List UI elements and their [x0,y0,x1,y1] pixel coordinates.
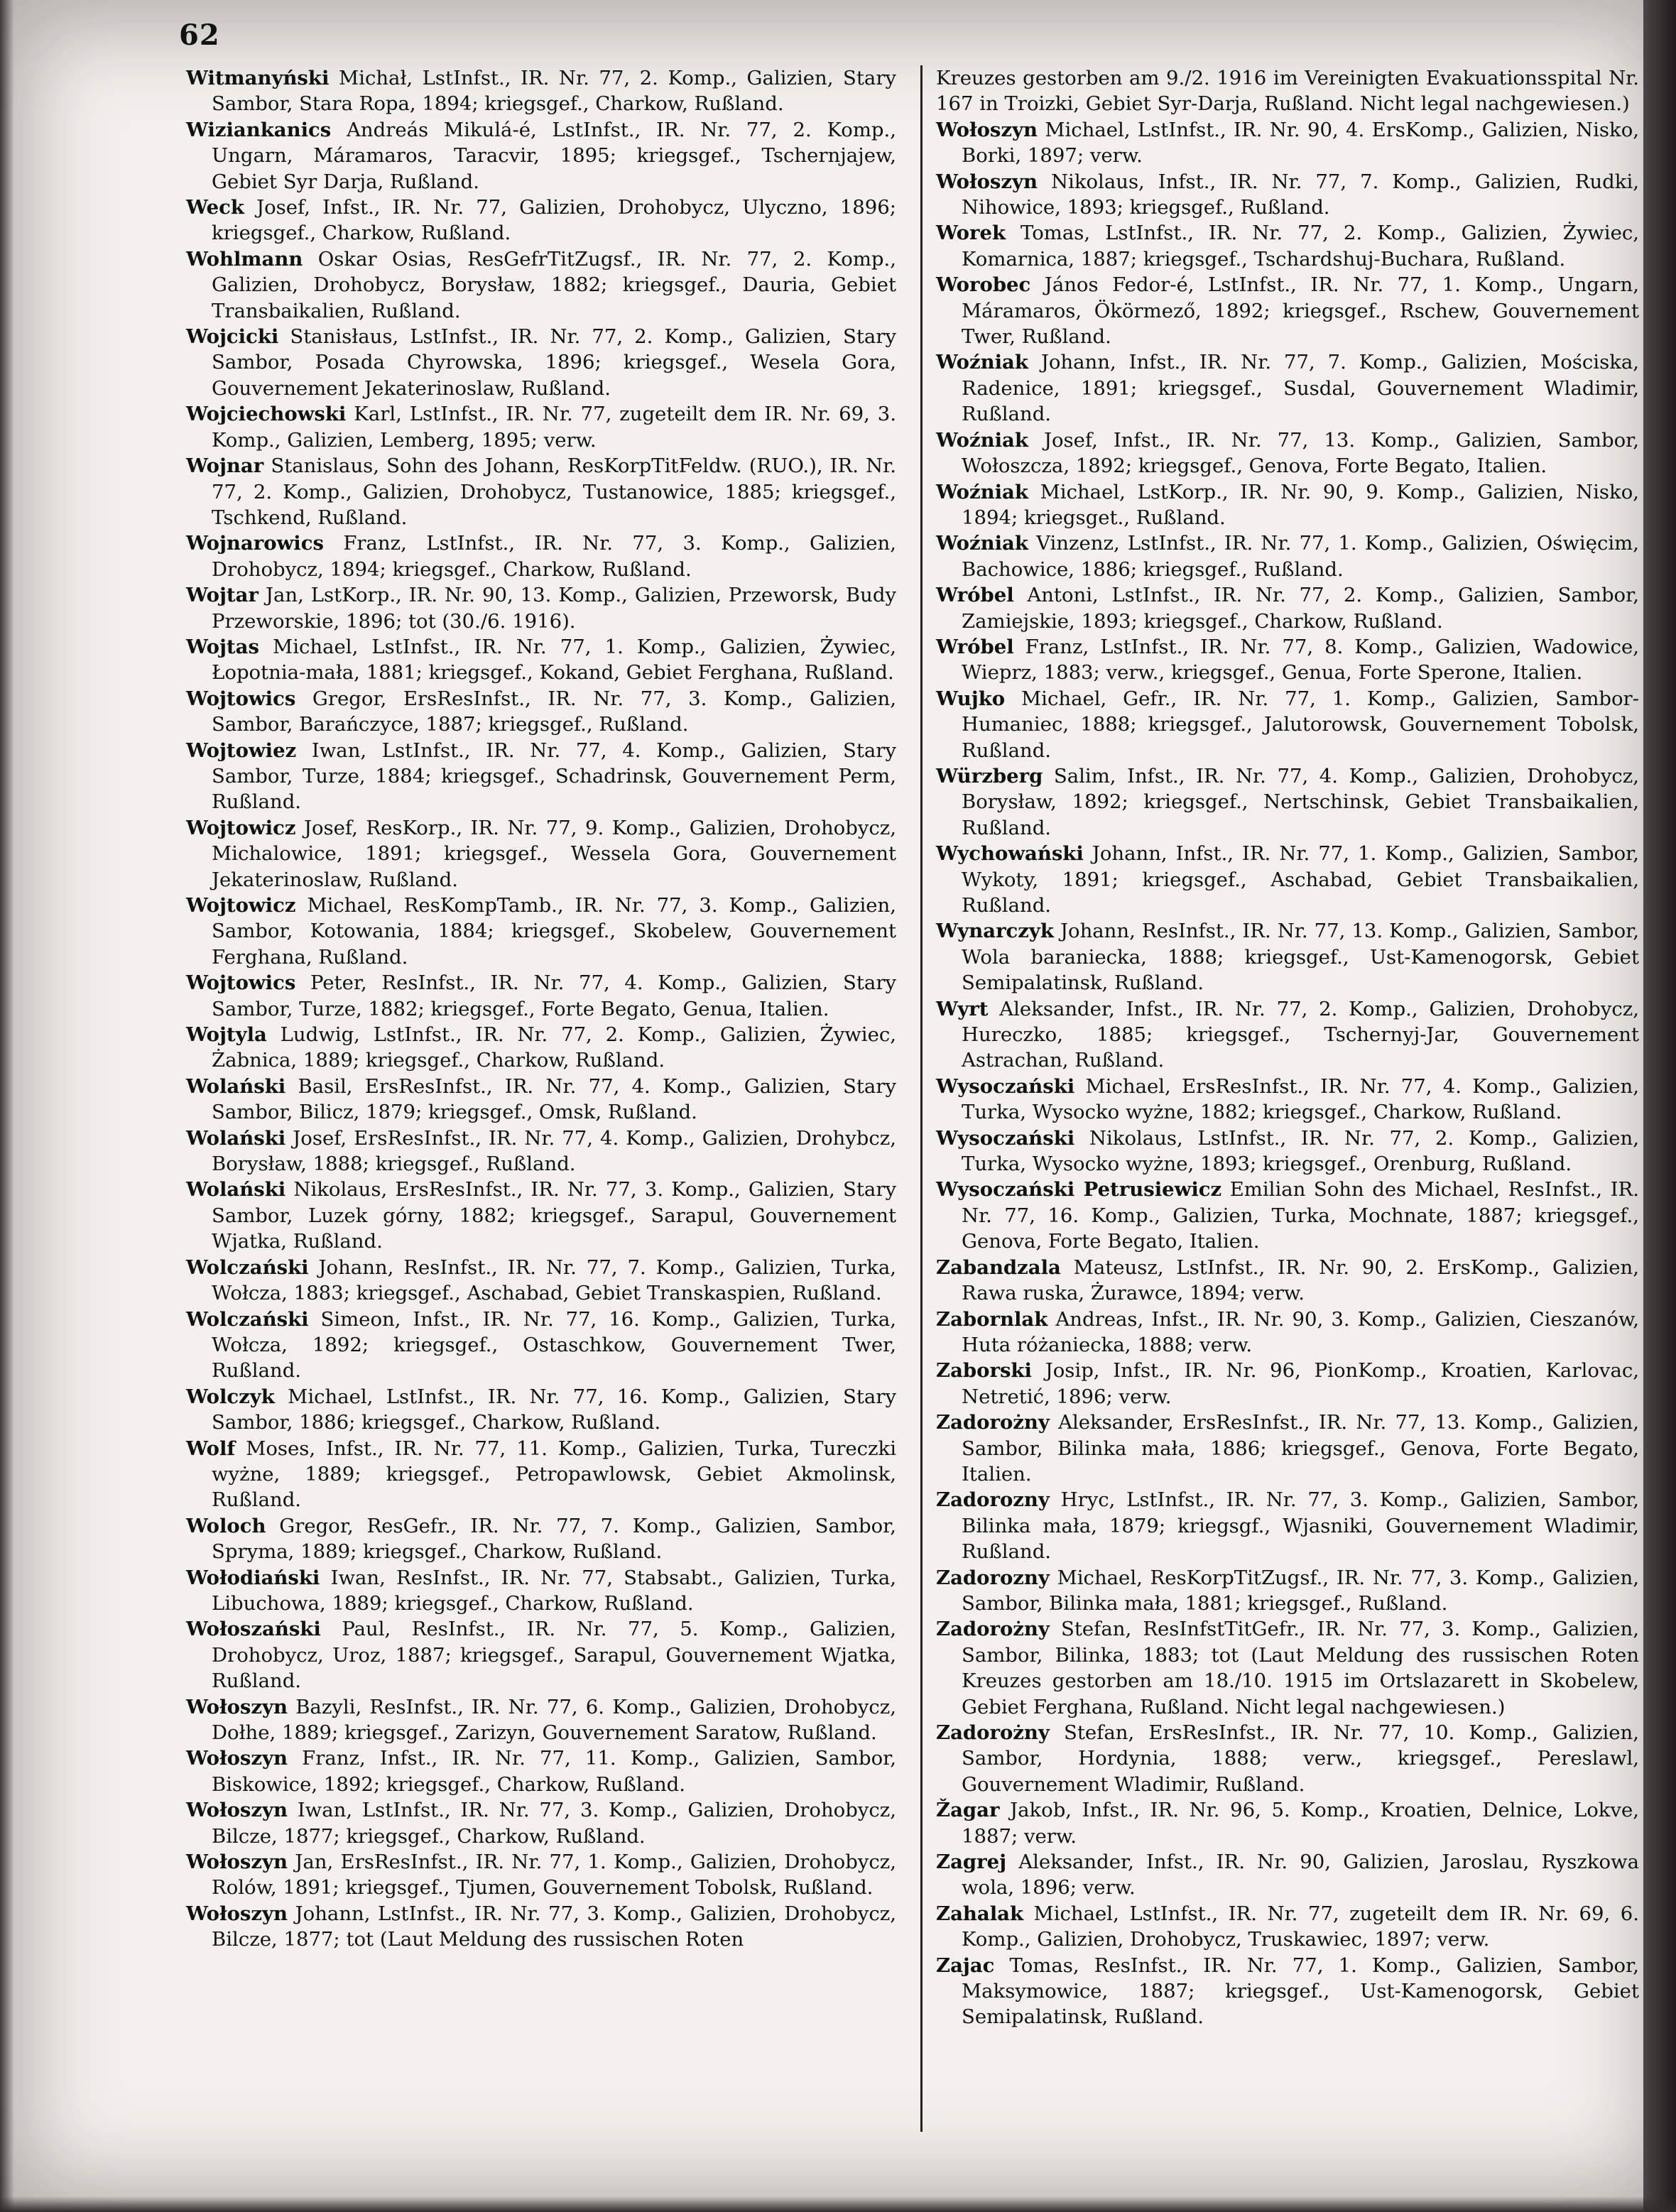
entry-details: Johann, ResInfst., IR. Nr. 77, 7. Komp., Galizien, Turka, Wołcza, 1883; kriegsgef., Aschabad, Gebiet Transkaspien, Rußland. [212,1255,896,1305]
entry-details: Hryc, LstInfst., IR. Nr. 77, 3. Komp., Galizien, Sambor, Bilinka mała, 1879; kriegsgf., Wjasniki, Gouvernement Wladimir, Rußland. [962,1488,1639,1564]
entry-details: Stefan, ResInfstTitGefr., IR. Nr. 77, 3. Komp., Galizien, Sambor, Bilinka, 1883; tot (Laut Meldung des russischen Roten Kreuzes gestorben am 18./10. 1915 im Ortslazarett in Skobelew, Gebiet Ferghana, Rußland. Nicht legal nachgewiesen.) [962,1618,1639,1718]
entry-surname: Zabandzala [936,1255,1061,1279]
left-column-entry [186,582,896,634]
left-column-entry [186,195,896,246]
right-column-entry [936,1410,1639,1487]
entry-surname: Wołoszyn [186,1902,288,1925]
left-column-entry [186,453,896,530]
entry-details: Gregor, ErsResInfst., IR. Nr. 77, 3. Komp., Galizien, Sambor, Barańczyce, 1887; kriegsgef., Rußland. [212,687,896,736]
entry-surname: Zahalak [936,1902,1024,1925]
entry-surname: Wojtowiez [186,739,297,762]
entry-surname: Wolf [186,1437,236,1460]
right-column-entry [936,634,1639,686]
entry-details: Ludwig, LstInfst., IR. Nr. 77, 2. Komp., Galizien, Żywiec, Żabnica, 1889; kriegsgef., Charkow, Rußland. [212,1023,897,1072]
right-column-entry [936,1901,1639,1953]
entry-surname: Weck [186,196,244,219]
entry-details: Tomas, LstInfst., IR. Nr. 77, 2. Komp., Galizien, Żywiec, Komarnica, 1887; kriegsgef., Tschardshuj-Buchara, Rußland. [962,222,1639,271]
left-column-entry [186,1616,896,1694]
entry-details: Jan, LstKorp., IR. Nr. 90, 13. Komp., Galizien, Przeworsk, Budy Przeworskie, 1896; tot (30./6. 1916). [212,584,896,633]
left-column-entry [186,530,896,582]
right-column-entry [936,1565,1639,1617]
right-column-entry [936,1126,1639,1177]
left-column-entry [186,815,896,893]
entry-details: Michael, LstInfst., IR. Nr. 90, 4. ErsKomp., Galizien, Nisko, Borki, 1897; verw. [962,118,1639,168]
entry-details: Stanislaus, Sohn des Johann, ResKorpTitFeldw. (RUO.), IR. Nr. 77, 2. Komp., Galizien, Drohobycz, Tustanowice, 1885; kriegsgef., Tschkend, Rußland. [212,454,896,529]
entry-surname: Wojtowics [186,971,296,995]
entry-details: Josef, Infst., IR. Nr. 77, 13. Komp., Galizien, Sambor, Wołoszcza, 1892; kriegsgef., Genova, Forte Begato, Italien. [962,428,1639,478]
left-column-entry [186,1074,896,1126]
right-column-entry [936,686,1639,763]
entry-surname: Wojtas [186,635,259,658]
entry-surname: Zadorożny [936,1411,1050,1434]
left-column-entry [186,893,896,970]
entry-details: Simeon, Infst., IR. Nr. 77, 16. Komp., Galizien, Turka, Wołcza, 1892; kriegsgef., Ostaschkow, Gouvernement Twer, Rußland. [212,1307,896,1383]
entry-details: Johann, Infst., IR. Nr. 77, 1. Komp., Galizien, Sambor, Wykoty, 1891; kriegsgef., Aschabad, Gebiet Transbaikalien, Rußland. [962,842,1640,917]
left-column-entry [186,1513,896,1565]
right-column-entry [936,530,1639,582]
entry-surname: Wiziankanics [186,118,332,141]
entry-surname: Wojciechowski [186,403,347,426]
page-number: 62 [179,18,220,52]
entry-surname: Woźniak [936,480,1028,503]
page-edge-left-shadow [0,0,14,2212]
left-column-entry [186,1255,896,1307]
right-column-entry [936,65,1639,117]
right-column-entry [936,1177,1639,1254]
entry-surname: Wołoszyn [936,118,1038,141]
entry-details: Iwan, LstInfst., IR. Nr. 77, 3. Komp., Galizien, Drohobycz, Bilcze, 1877; kriegsgef., Charkow, Rußland. [212,1799,896,1848]
left-column [186,65,896,1953]
entry-details: Johann, LstInfst., IR. Nr. 77, 3. Komp., Galizien, Drohobycz, Bilcze, 1877; tot (Laut Meldung des russischen Roten [212,1902,896,1951]
entry-surname: Zadorozny [936,1566,1050,1589]
entry-details: Josef, ErsResInfst., IR. Nr. 77, 4. Komp., Galizien, Drohybcz, Borysław, 1888; kriegsgef., Rußland. [212,1126,896,1176]
entry-details: Oskar Osias, ResGefrTitZugsf., IR. Nr. 77, 2. Komp., Galizien, Drohobycz, Borysław, 1882; kriegsgef., Dauria, Gebiet Transbaikalien, Rußland. [212,247,896,322]
entry-details: Aleksander, Infst., IR. Nr. 90, Galizien, Jaroslau, Ryszkowa wola, 1896; verw. [962,1851,1639,1900]
entry-details: Franz, Infst., IR. Nr. 77, 11. Komp., Galizien, Sambor, Biskowice, 1892; kriegsgef., Charkow, Rußland. [212,1747,896,1796]
right-column-entry [936,1255,1639,1307]
entry-details: Paul, ResInfst., IR. Nr. 77, 5. Komp., Galizien, Drohobycz, Uroz, 1887; kriegsgef., Sarapul, Gouvernement Wjatka, Rußland. [212,1618,896,1693]
entry-details: Kreuzes gestorben am 9./2. 1916 im Vereinigten Evakuationsspital Nr. 167 in Troizki, Gebiet Syr-Darja, Rußland. Nicht legal nachgewiesen.) [936,67,1639,116]
entry-surname: Wołoszański [186,1618,321,1641]
entry-details: Michael, ResKorpTitZugsf., IR. Nr. 77, 3. Komp., Galizien, Sambor, Bilinka mała, 1881; kriegsgef., Rußland. [962,1566,1639,1615]
entry-details: Iwan, ResInfst., IR. Nr. 77, Stabsabt., Galizien, Turka, Libuchowa, 1889; kriegsgef., Charkow, Rußland. [212,1566,897,1615]
left-column-entry [186,246,896,324]
left-column-entry [186,1126,896,1177]
entry-details: Nikolaus, LstInfst., IR. Nr. 77, 2. Komp., Galizien, Turka, Wysocko wyżne, 1893; kriegsgef., Orenburg, Rußland. [962,1126,1639,1176]
entry-surname: Wołoszyn [186,1747,288,1770]
entry-surname: Wysoczański [936,1126,1075,1150]
entry-details: Aleksander, Infst., IR. Nr. 77, 2. Komp., Galizien, Drohobycz, Hureczko, 1885; kriegsgef., Tschernyj-Jar, Gouvernement Astrachan, Rußland. [962,997,1639,1072]
entry-details: Andreas, Infst., IR. Nr. 90, 3. Komp., Galizien, Cieszanów, Huta różaniecka, 1888; verw. [962,1307,1639,1356]
entry-surname: Worek [936,222,1006,245]
right-column-entry [936,918,1639,996]
entry-surname: Wróbel [936,635,1014,658]
entry-surname: Woźniak [936,532,1028,555]
entry-details: Stanisłaus, LstInfst., IR. Nr. 77, 2. Komp., Galizien, Stary Sambor, Posada Chyrowska, 1896; kriegsgef., Wesela Gora, Gouvernement Jekaterinoslaw, Rußland. [212,325,896,400]
entry-details: Emilian Sohn des Michael, ResInfst., IR. Nr. 77, 16. Komp., Galizien, Turka, Mochnate, 1887; kriegsgef., Genova, Forte Begato, Italien. [962,1178,1640,1253]
left-column-entry [186,1384,896,1436]
entry-surname: Wojtowics [186,687,296,710]
entry-surname: Wolczański [186,1255,309,1279]
entry-surname: Wojtowicz [186,816,296,839]
right-column-entry [936,1797,1639,1849]
right-column-entry [936,1720,1639,1797]
right-column-entry [936,169,1639,221]
right-column-entry [936,1487,1639,1564]
entry-details: Iwan, LstInfst., IR. Nr. 77, 4. Komp., Galizien, Stary Sambor, Turze, 1884; kriegsgef., Schadrinsk, Gouvernement Perm, Rußland. [212,739,896,814]
entry-surname: Wysoczański Petrusiewicz [936,1178,1222,1202]
left-column-entry [186,1436,896,1513]
right-column-entry [936,1074,1639,1126]
left-column-entry [186,65,896,117]
entry-surname: Wolczyk [186,1385,275,1408]
entry-surname: Wróbel [936,584,1014,607]
left-column-entry [186,1901,896,1953]
entry-surname: Wolański [186,1178,286,1202]
right-column-entry [936,1849,1639,1901]
entry-surname: Wojtowicz [186,894,296,917]
entry-surname: Wołodiański [186,1566,320,1589]
entry-surname: Wojtar [186,584,259,607]
right-column-entry [936,117,1639,169]
entry-surname: Wołoszyn [186,1695,288,1718]
entry-details: Bazyli, ResInfst., IR. Nr. 77, 6. Komp., Galizien, Drohobycz, Dołhe, 1889; kriegsgef., Zarizyn, Gouvernement Saratow, Rußland. [212,1695,896,1744]
right-column-entry [936,582,1639,634]
entry-details: Karl, LstInfst., IR. Nr. 77, zugeteilt dem IR. Nr. 69, 3. Komp., Galizien, Lemberg, 1895; verw. [212,403,897,452]
entry-details: Michael, LstInfst., IR. Nr. 77, 1. Komp., Galizien, Żywiec, Łopotnia-mała, 1881; kriegsgef., Kokand, Gebiet Ferghana, Rußland. [212,635,897,685]
entry-details: Mateusz, LstInfst., IR. Nr. 90, 2. ErsKomp., Galizien, Rawa ruska, Żurawce, 1894; verw. [962,1255,1639,1305]
left-column-entry [186,1565,896,1617]
left-column-entry [186,634,896,686]
entry-surname: Wujko [936,687,1006,710]
entry-surname: Wojtyla [186,1023,267,1047]
entry-surname: Zadorożny [936,1618,1050,1641]
right-column-entry [936,1616,1639,1720]
right-column-entry [936,763,1639,841]
entry-surname: Wojnarowics [186,532,324,555]
entry-details: Jan, ErsResInfst., IR. Nr. 77, 1. Komp., Galizien, Drohobycz, Rolów, 1891; kriegsgef., Tjumen, Gouvernement Tobolsk, Rußland. [212,1851,896,1900]
entry-details: Michael, LstInfst., IR. Nr. 77, 16. Komp., Galizien, Stary Sambor, 1886; kriegsgef., Charkow, Rußland. [212,1385,896,1434]
entry-surname: Wołoszyn [186,1799,288,1822]
entry-details: Basil, ErsResInfst., IR. Nr. 77, 4. Komp., Galizien, Stary Sambor, Bilicz, 1879; kriegsgef., Omsk, Rußland. [212,1074,896,1124]
entry-surname: Wojcicki [186,325,279,349]
entry-details: Andreás Mikulá-é, LstInfst., IR. Nr. 77, 2. Komp., Ungarn, Máramaros, Taracvir, 1895; kriegsgef., Tschernjajew, Gebiet Syr Darja, Rußland. [212,118,896,193]
left-column-entry [186,1694,896,1746]
column-divider [920,65,923,2132]
entry-details: Franz, LstInfst., IR. Nr. 77, 3. Komp., Galizien, Drohobycz, 1894; kriegsgef., Charkow, Rußland. [212,532,896,581]
right-column [936,65,1639,2030]
page-edge-right-shadow [1643,0,1676,2212]
entry-details: Michael, LstInfst., IR. Nr. 77, zugeteilt dem IR. Nr. 69, 6. Komp., Galizien, Drohobycz, Truskawiec, 1897; verw. [962,1902,1639,1951]
right-column-entry [936,841,1639,918]
right-column-entry [936,1307,1639,1358]
right-column-entry [936,272,1639,349]
entry-surname: Žagar [936,1799,1000,1822]
entry-surname: Woźniak [936,351,1028,374]
entry-surname: Wyrt [936,997,989,1020]
right-column-entry [936,479,1639,531]
entry-details: Moses, Infst., IR. Nr. 77, 11. Komp., Galizien, Turka, Tureczki wyżne, 1889; kriegsgef., Petropawlowsk, Gebiet Akmolinsk, Rußland. [212,1437,896,1512]
entry-surname: Wołoszyn [186,1851,288,1874]
entry-details: Antoni, LstInfst., IR. Nr. 77, 2. Komp., Galizien, Sambor, Zamiejskie, 1893; kriegsgef., Charkow, Rußland. [962,584,1639,633]
right-column-entry [936,349,1639,427]
entry-surname: Witmanyński [186,67,330,89]
entry-surname: Zadorozny [936,1488,1050,1512]
right-column-entry [936,220,1639,272]
right-column-entry [936,1953,1639,2030]
entry-surname: Zadorożny [936,1721,1050,1744]
entry-details: Nikolaus, Infst., IR. Nr. 77, 7. Komp., Galizien, Rudki, Nihowice, 1893; kriegsgef., Rußland. [962,170,1639,219]
entry-surname: Wojnar [186,454,264,478]
entry-surname: Wynarczyk [936,920,1054,943]
entry-surname: Zagrej [936,1851,1007,1874]
entry-surname: Zaborski [936,1359,1032,1383]
entry-details: Josef, ResKorp., IR. Nr. 77, 9. Komp., Galizien, Drohobycz, Michalowice, 1891; kriegsgef., Wessela Gora, Gouvernement Jekaterinoslaw, Rußland. [212,816,896,891]
entry-details: Franz, LstInfst., IR. Nr. 77, 8. Komp., Galizien, Wadowice, Wieprz, 1883; verw., kriegsgef., Genua, Forte Sperone, Italien. [962,635,1639,685]
left-column-entry [186,117,896,195]
left-column-entry [186,401,896,453]
entry-details: Salim, Infst., IR. Nr. 77, 4. Komp., Galizien, Drohobycz, Borysław, 1892; kriegsgef., Nertschinsk, Gebiet Transbaikalien, Rußland. [962,764,1639,839]
entry-details: Michael, ErsResInfst., IR. Nr. 77, 4. Komp., Galizien, Turka, Wysocko wyżne, 1882; kriegsgef., Charkow, Rußland. [962,1074,1639,1124]
left-column-entry [186,1022,896,1074]
entry-surname: Wysoczański [936,1074,1075,1098]
entry-details: Michael, ResKompTamb., IR. Nr. 77, 3. Komp., Galizien, Sambor, Kotowania, 1884; kriegsgef., Skobelew, Gouvernement Ferghana, Rußland. [212,894,896,969]
entry-surname: Wolański [186,1126,286,1150]
right-column-entry [936,1358,1639,1410]
right-column-entry [936,427,1639,479]
left-column-entry [186,1177,896,1254]
entry-details: Josef, Infst., IR. Nr. 77, Galizien, Drohobycz, Ulyczno, 1896; kriegsgef., Charkow, Rußland. [212,196,896,245]
entry-details: Tomas, ResInfst., IR. Nr. 77, 1. Komp., Galizien, Sambor, Maksymowice, 1887; kriegsgef., Ust-Kamenogorsk, Gebiet Semipalatinsk, Rußland. [962,1954,1639,2029]
left-column-entry [186,1307,896,1384]
entry-surname: Wychowański [936,842,1084,866]
entry-details: János Fedor-é, LstInfst., IR. Nr. 77, 1. Komp., Ungarn, Máramaros, Ökörmező, 1892; kriegsgef., Rschew, Gouvernement Twer, Rußland. [962,273,1639,349]
entry-details: Nikolaus, ErsResInfst., IR. Nr. 77, 3. Komp., Galizien, Stary Sambor, Luzek górny, 1882; kriegsgef., Sarapul, Gouvernement Wjatka, Rußland. [212,1178,896,1253]
entry-surname: Wolański [186,1074,286,1098]
left-column-entry [186,1849,896,1901]
page-edge-bottom-shadow [0,2196,1676,2212]
entry-details: Peter, ResInfst., IR. Nr. 77, 4. Komp., Galizien, Stary Sambor, Turze, 1882; kriegsgef., Forte Begato, Genua, Italien. [212,971,897,1020]
entry-surname: Zabornlak [936,1307,1048,1331]
left-column-entry [186,686,896,738]
entry-details: Johann, ResInfst., IR. Nr. 77, 13. Komp., Galizien, Sambor, Wola baraniecka, 1888; kriegsgef., Ust-Kamenogorsk, Gebiet Semipalatinsk, Rußland. [962,920,1640,995]
entry-surname: Woloch [186,1514,266,1537]
left-column-entry [186,738,896,815]
entry-details: Michael, Gefr., IR. Nr. 77, 1. Komp., Galizien, Sambor-Humaniec, 1888; kriegsgef., Jalutorowsk, Gouvernement Tobolsk, Rußland. [962,687,1639,762]
entry-details: Jakob, Infst., IR. Nr. 96, 5. Komp., Kroatien, Delnice, Lokve, 1887; verw. [962,1799,1639,1848]
entry-surname: Würzberg [936,764,1043,788]
entry-surname: Wohlmann [186,247,303,271]
entry-details: Vinzenz, LstInfst., IR. Nr. 77, 1. Komp., Galizien, Oświęcim, Bachowice, 1886; kriegsgef., Rußland. [962,532,1639,581]
entry-surname: Woźniak [936,428,1028,452]
entry-surname: Worobec [936,273,1031,297]
entry-details: Stefan, ErsResInfst., IR. Nr. 77, 10. Komp., Galizien, Sambor, Hordynia, 1888; verw., kriegsgef., Pereslawl, Gouvernement Wladimir, Rußland. [962,1721,1640,1796]
left-column-entry [186,970,896,1022]
entry-surname: Wolczański [186,1307,309,1331]
entry-details: Josip, Infst., IR. Nr. 96, PionKomp., Kroatien, Karlovac, Netretić, 1896; verw. [962,1359,1639,1408]
entry-surname: Zajac [936,1954,995,1977]
left-column-entry [186,324,896,401]
entry-details: Aleksander, ErsResInfst., IR. Nr. 77, 13. Komp., Galizien, Sambor, Bilinka mała, 1886; kriegsgef., Genova, Forte Begato, Italien. [962,1411,1639,1486]
left-column-entry [186,1797,896,1849]
entry-details: Michael, LstKorp., IR. Nr. 90, 9. Komp., Galizien, Nisko, 1894; kriegsget., Rußland. [962,480,1639,529]
entry-details: Gregor, ResGefr., IR. Nr. 77, 7. Komp., Galizien, Sambor, Spryma, 1889; kriegsgef., Charkow, Rußland. [212,1514,896,1564]
right-column-entry [936,996,1639,1074]
entry-details: Michał, LstInfst., IR. Nr. 77, 2. Komp., Galizien, Stary Sambor, Stara Ropa, 1894; kriegsgef., Charkow, Rußland. [212,67,896,116]
left-column-entry [186,1745,896,1797]
entry-surname: Wołoszyn [936,170,1038,193]
entry-details: Johann, Infst., IR. Nr. 77, 7. Komp., Galizien, Mościska, Radenice, 1891; kriegsgef., Susdal, Gouvernement Wladimir, Rußland. [962,351,1639,426]
